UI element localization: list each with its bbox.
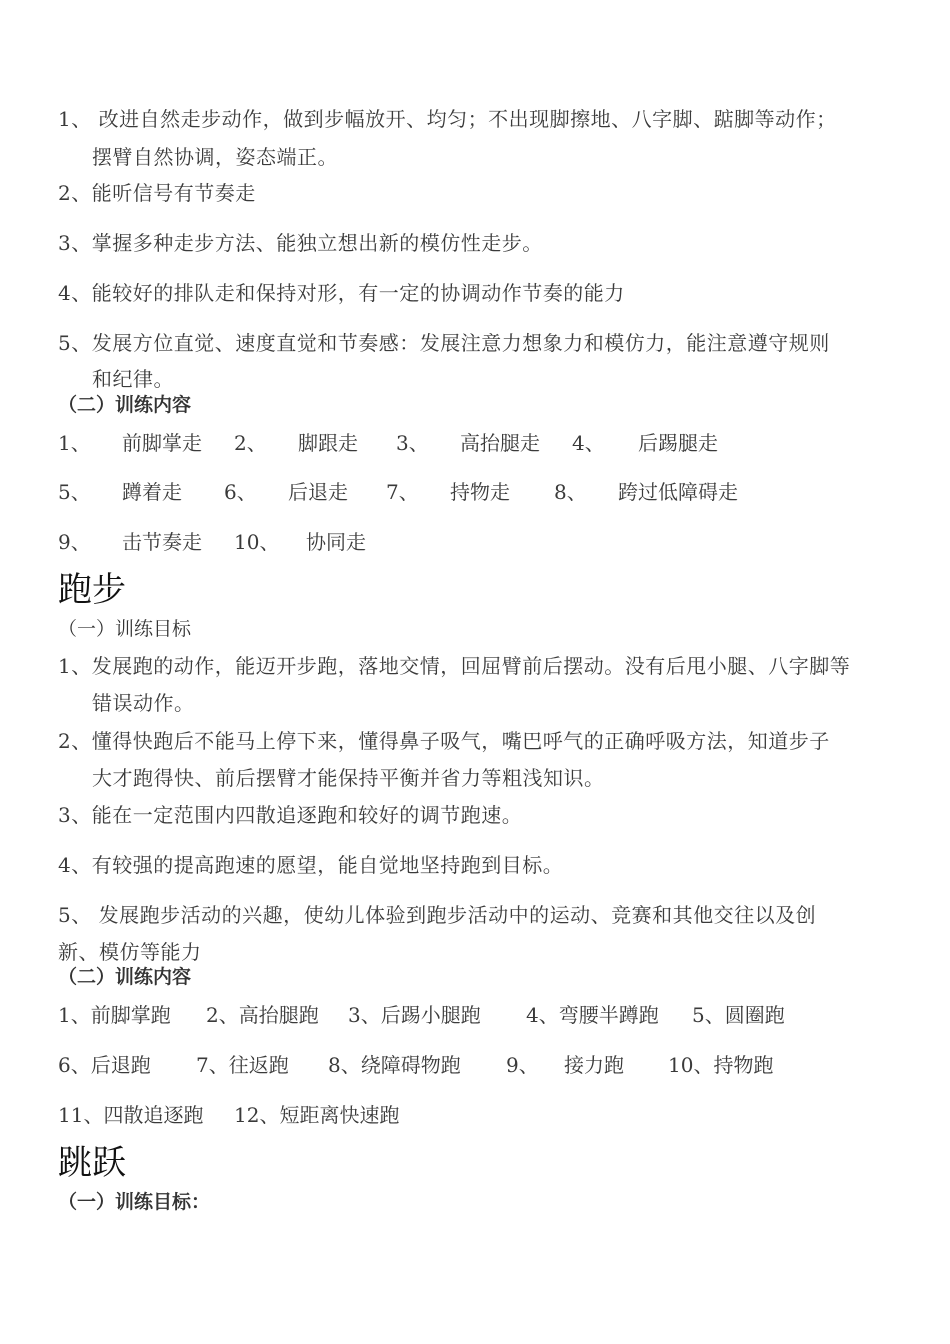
item-label: 协同走 [306,530,366,554]
walk-goal-3: 3、掌握多种走步方法、能独立想出新的模仿性走步。 [58,231,543,255]
jump-heading: 跳跃 [58,1143,126,1183]
run-goal-5: 5、 发展跑步活动的兴趣，使幼儿体验到跑步活动中的运动、竞赛和其他交往以及创 [58,903,817,927]
item-label: 前脚掌走 [122,431,202,455]
item-label: 12、短距离快速跑 [234,1103,400,1127]
item-label: 持物走 [450,480,510,504]
run-goal-5-cont: 新、模仿等能力 [58,940,202,964]
run-goal-2: 2、懂得快跑后不能马上停下来，懂得鼻子吸气，嘴巴呼气的正确呼吸方法，知道步子 [58,729,830,753]
item-number: 10、 [234,530,280,554]
run-goal-2-cont: 大才跑得快、前后摆臂才能保持平衡并省力等粗浅知识。 [92,766,605,790]
item-number: 2、 [234,431,267,455]
walk-goal-2: 2、能听信号有节奏走 [58,181,256,205]
item-label: 11、四散追逐跑 [58,1103,204,1127]
walk-content-heading: （二）训练内容 [58,394,192,416]
item-number: 9、 [58,530,91,554]
run-content-heading: （二）训练内容 [58,966,192,988]
item-label: 1、前脚掌跑 [58,1003,171,1027]
item-number: 1、 [58,431,91,455]
item-number: 8、 [554,480,587,504]
run-goal-4: 4、有较强的提高跑速的愿望，能自觉地坚持跑到目标。 [58,853,564,877]
walk-goal-4: 4、能较好的排队走和保持对形，有一定的协调动作节奏的能力 [58,281,625,305]
run-goal-3: 3、能在一定范围内四散追逐跑和较好的调节跑速。 [58,803,523,827]
item-label: 高抬腿走 [460,431,540,455]
jump-goals-heading: （一）训练目标： [58,1191,211,1213]
item-label: 10、持物跑 [668,1053,774,1077]
walk-goal-1-cont: 摆臂自然协调，姿态端正。 [92,145,338,169]
item-label: 6、后退跑 [58,1053,151,1077]
item-label: 跨过低障碍走 [618,480,738,504]
item-number: 6、 [224,480,257,504]
item-label: 蹲着走 [122,480,182,504]
item-number: 4、 [572,431,605,455]
walk-goal-5: 5、发展方位直觉、速度直觉和节奏感：发展注意力想象力和模仿力，能注意遵守规则 [58,331,830,355]
run-goals-heading: （一）训练目标 [58,618,192,640]
item-number: 7、 [386,480,419,504]
item-label: 2、高抬腿跑 [206,1003,319,1027]
item-label: 8、绕障碍物跑 [328,1053,461,1077]
walk-goal-5-cont: 和纪律。 [92,367,174,391]
item-label: 5、圆圈跑 [692,1003,785,1027]
item-label: 接力跑 [564,1053,624,1077]
run-goal-1-cont: 错误动作。 [92,691,195,715]
item-label: 后退走 [288,480,348,504]
run-goal-1: 1、发展跑的动作，能迈开步跑，落地交情，回屈臂前后摆动。没有后甩小腿、八字脚等 [58,654,851,678]
item-label: 击节奏走 [122,530,202,554]
item-label: 7、往返跑 [196,1053,289,1077]
item-number: 9、 [506,1053,539,1077]
item-label: 4、弯腰半蹲跑 [526,1003,659,1027]
item-number: 3、 [396,431,429,455]
item-label: 3、后踢小腿跑 [348,1003,481,1027]
item-label: 脚跟走 [298,431,358,455]
item-number: 5、 [58,480,91,504]
run-heading: 跑步 [58,570,126,610]
walk-goal-1: 1、 改进自然走步动作，做到步幅放开、均匀；不出现脚擦地、八字脚、踮脚等动作； [58,107,837,131]
item-label: 后踢腿走 [638,431,718,455]
